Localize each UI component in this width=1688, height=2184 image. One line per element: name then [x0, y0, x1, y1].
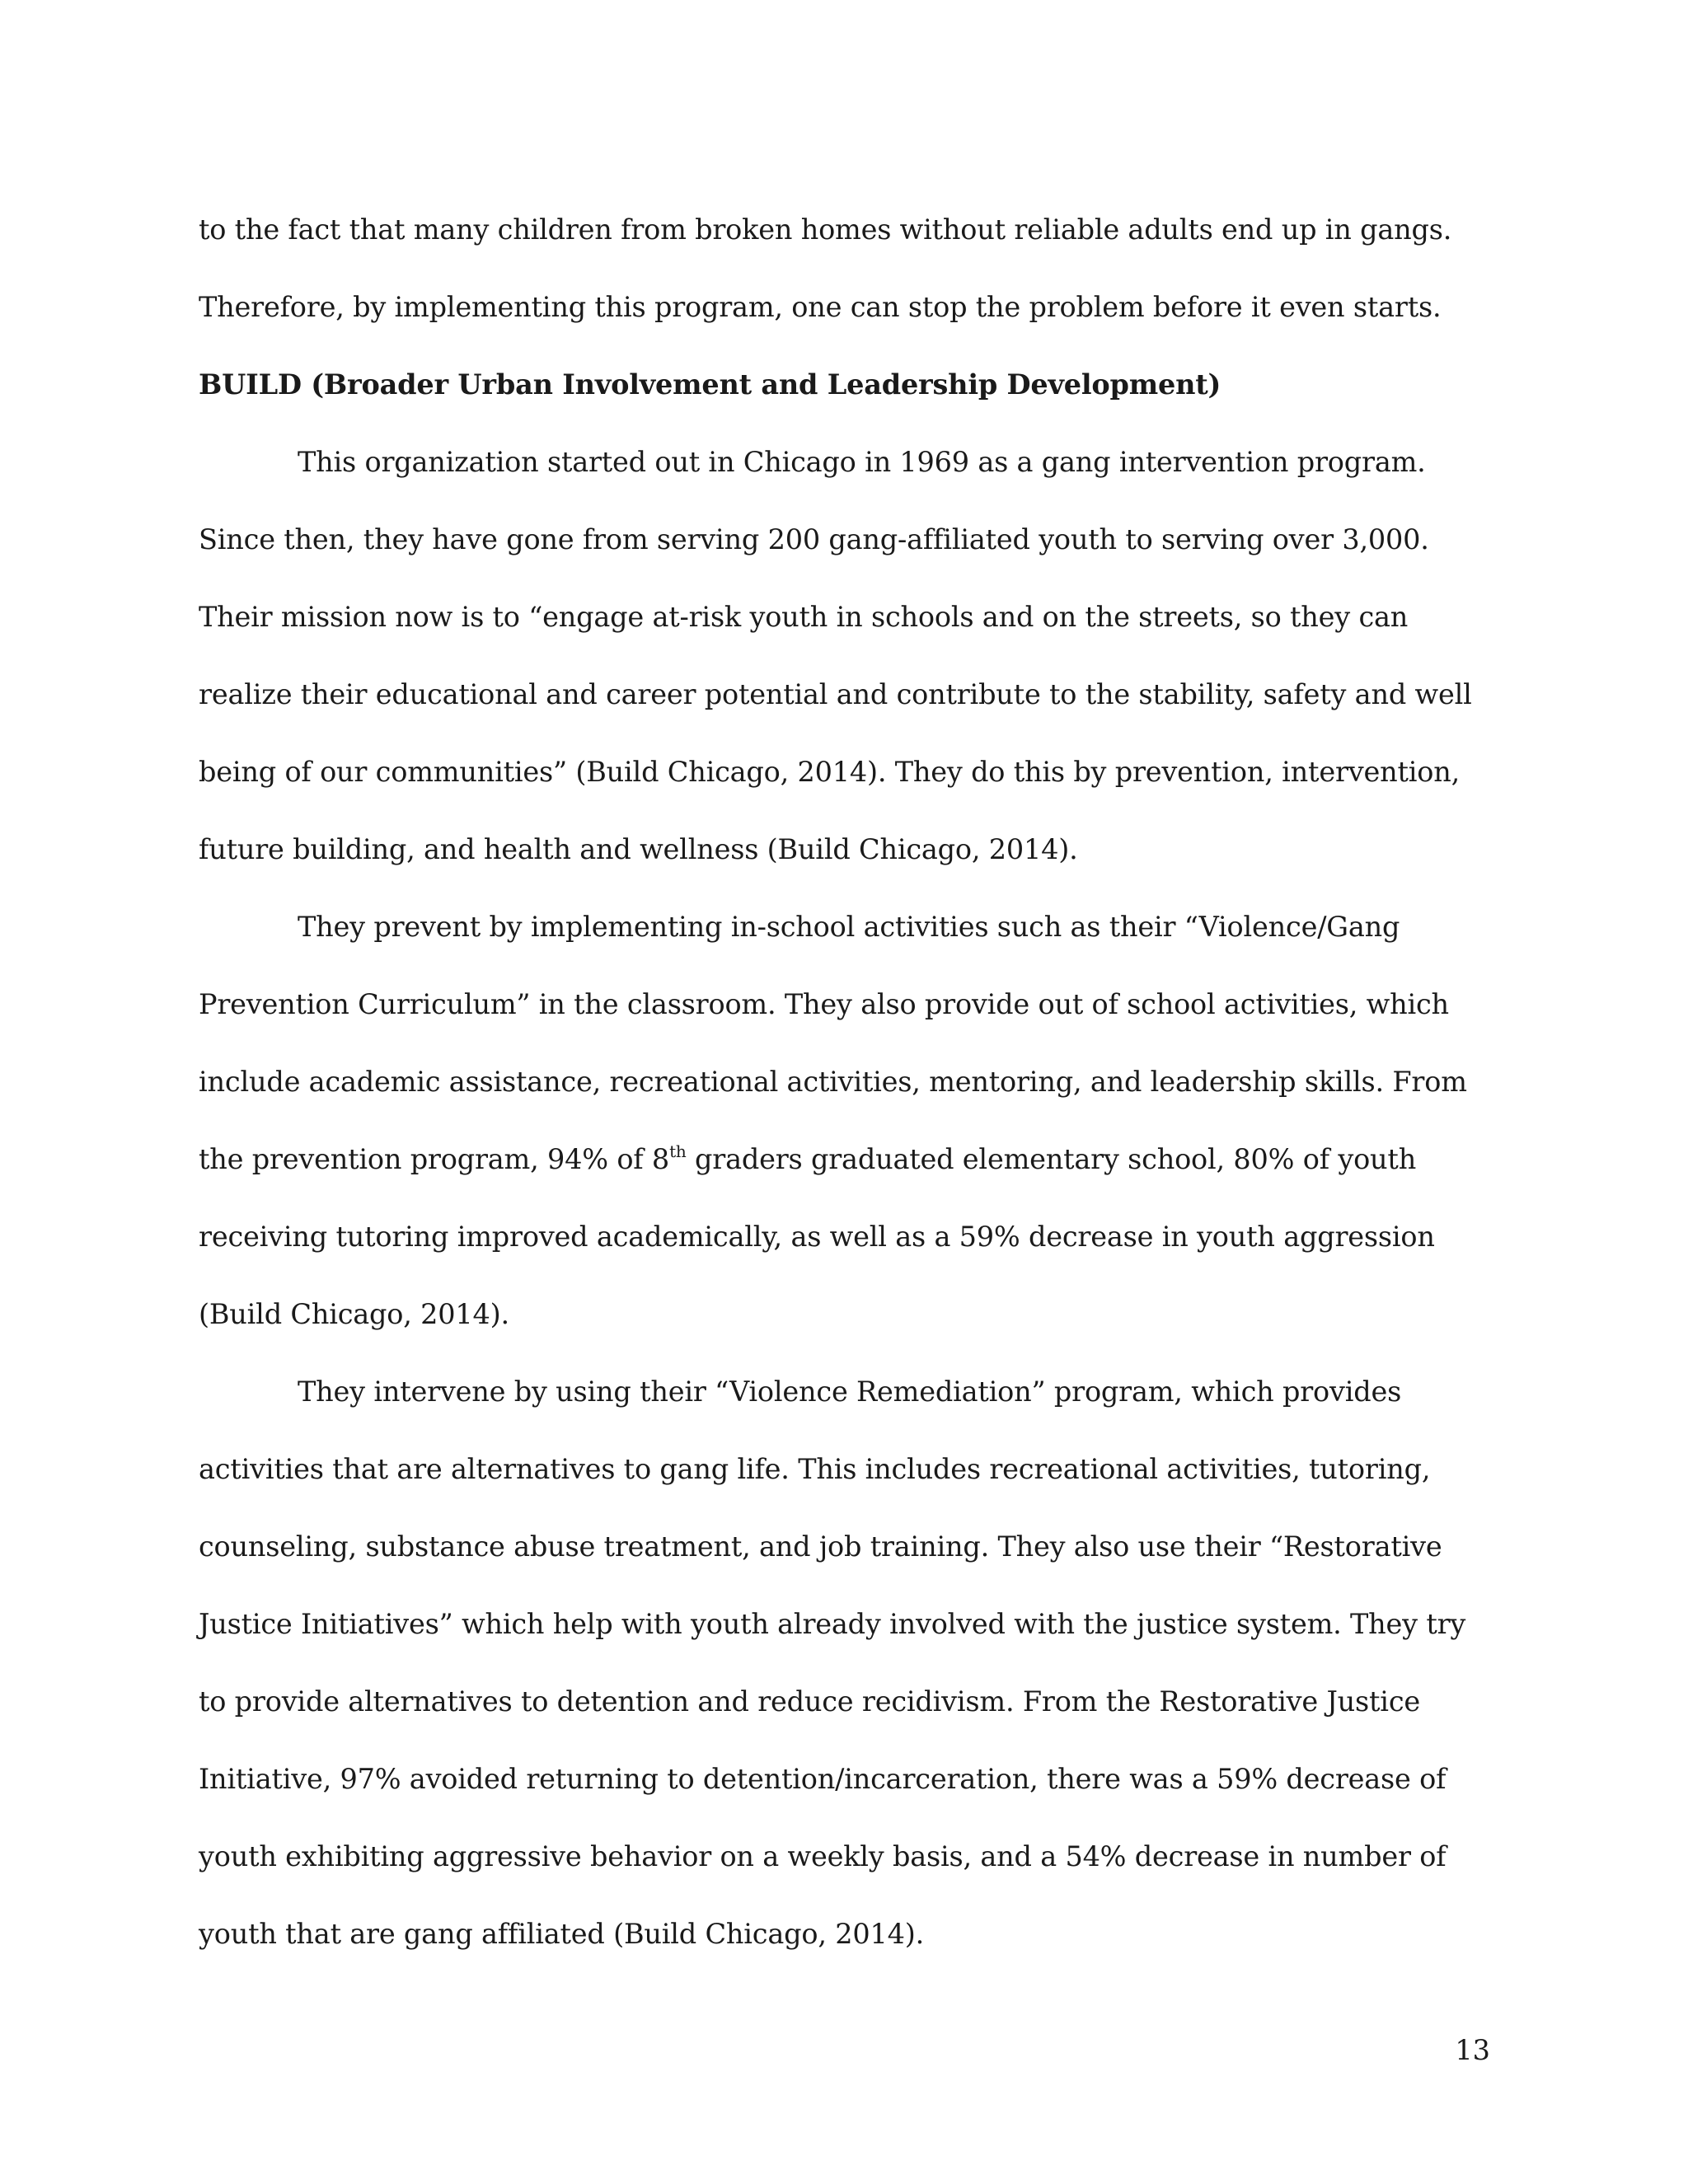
text-line: youth exhibiting aggressive behavior on a weekly basis, and a 54% decrease in number of	[199, 1840, 1447, 1872]
text-line: youth that are gang affiliated (Build Chicago, 2014).	[199, 1918, 925, 1950]
text-line: activities that are alternatives to gang life. This includes recreational activities, tutoring,	[199, 1453, 1431, 1485]
ordinal-superscript: th	[669, 1141, 687, 1161]
text-line: to provide alternatives to detention and reduce recidivism. From the Restorative Justice	[199, 1685, 1420, 1718]
text-segment: graders graduated elementary school, 80% of youth	[686, 1143, 1417, 1175]
paragraph-first-line: This organization started out in Chicago in 1969 as a gang intervention program.	[298, 446, 1426, 478]
text-line: counseling, substance abuse treatment, and job training. They also use their “Restorative	[199, 1530, 1442, 1563]
text-line: Since then, they have gone from serving 200 gang-affiliated youth to serving over 3,000.	[199, 523, 1429, 555]
text-segment: the prevention program, 94% of 8	[199, 1143, 670, 1175]
section-heading: BUILD (Broader Urban Involvement and Leadership Development)	[199, 368, 1221, 401]
page-number: 13	[1455, 2034, 1490, 2066]
text-line: to the fact that many children from broken homes without reliable adults end up in gangs.	[199, 213, 1452, 246]
text-line: Prevention Curriculum” in the classroom. They also provide out of school activities, which	[199, 988, 1449, 1020]
text-line: future building, and health and wellness (Build Chicago, 2014).	[199, 833, 1078, 865]
paragraph-first-line: They intervene by using their “Violence Remediation” program, which provides	[298, 1376, 1402, 1408]
text-line: Initiative, 97% avoided returning to detention/incarceration, there was a 59% decrease of	[199, 1763, 1447, 1795]
text-line: realize their educational and career potential and contribute to the stability, safety and well	[199, 678, 1472, 710]
text-line: include academic assistance, recreational activities, mentoring, and leadership skills. From	[199, 1066, 1467, 1098]
text-line: receiving tutoring improved academically, as well as a 59% decrease in youth aggression	[199, 1221, 1435, 1253]
text-line-with-superscript	[199, 1121, 1489, 1198]
paragraph-first-line: They prevent by implementing in-school activities such as their “Violence/Gang	[298, 911, 1400, 943]
text-line: Justice Initiatives” which help with youth already involved with the justice system. They try	[199, 1608, 1466, 1640]
text-line: (Build Chicago, 2014).	[199, 1298, 509, 1330]
body-text	[199, 191, 1489, 1973]
text-line: Their mission now is to “engage at-risk youth in schools and on the streets, so they can	[199, 601, 1409, 633]
text-line: Therefore, by implementing this program, one can stop the problem before it even starts.	[199, 291, 1442, 323]
text-line: being of our communities” (Build Chicago, 2014). They do this by prevention, intervention,	[199, 756, 1461, 788]
